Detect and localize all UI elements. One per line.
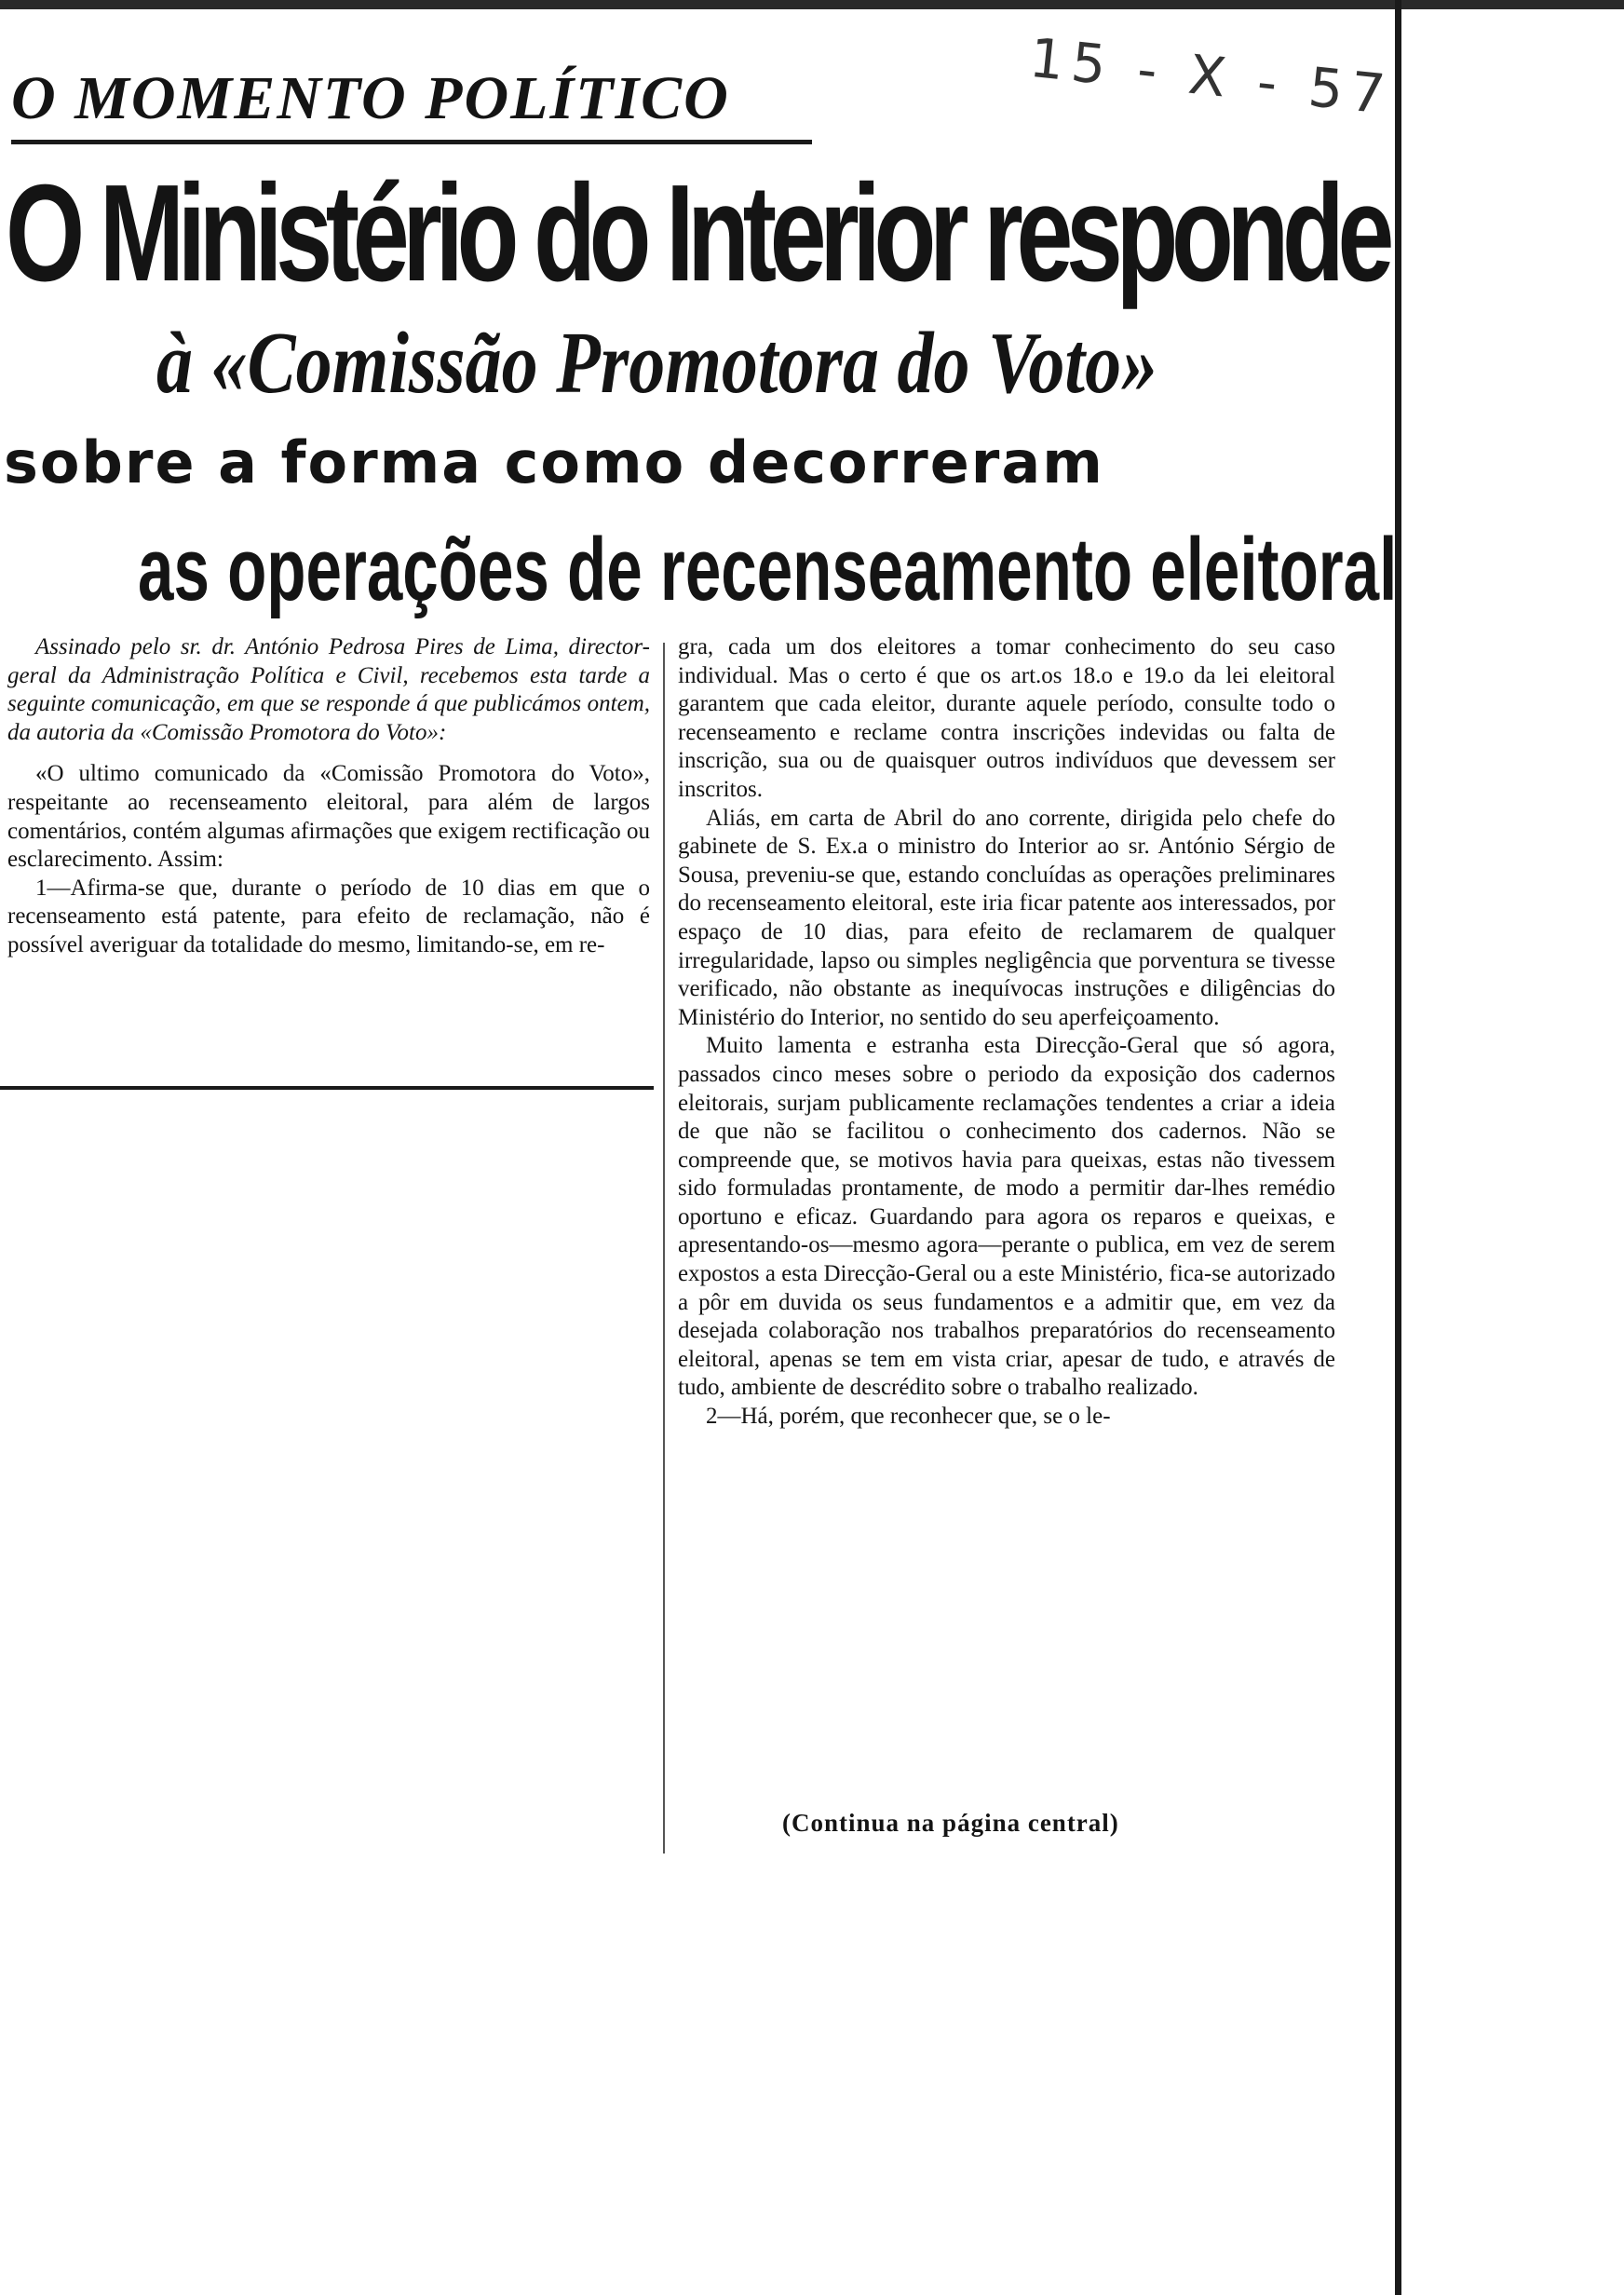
headline: O Ministério do Interior responde — [6, 156, 1387, 310]
body-paragraph: Muito lamenta e estranha esta Direcção-Geral que só agora, passados cinco meses sobre o periodo da exposição dos cadernos eleitorais, surjam publicamente reclamações tendentes a criar a ideia de que não se facilitou o conhecimento dos cadernos. Não se compreende que, se motivos havia para queixas, estas não tivessem sido formuladas prontamente, de modo a permitir dar-lhes remédio oportuno e eficaz. Guardando para agora os reparos e queixas, e apresentando-os—mesmo agora—perante o publica, em vez de serem expostos a esta Direcção-Geral ou a este Ministério, fica-se autorizado a pôr em duvida os seus fundamentos e a admitir que, em vez da desejada colaboração nos trabalhos preparatórios do recenseamento eleitoral, apenas se tem em vista criar, apesar de tudo, e através de tudo, ambiente de descrédito sobre o trabalho realizado. — [678, 1033, 1335, 1401]
left-column-end-rule — [0, 1086, 654, 1090]
scan-top-edge — [0, 0, 1624, 9]
scan-right-edge — [1395, 0, 1401, 2295]
continued-note: (Continua na página central) — [782, 1809, 1119, 1837]
left-column — [7, 633, 650, 960]
body-paragraph: 2—Há, porém, que reconhecer que, se o le- — [706, 1404, 1111, 1430]
section-kicker: O MOMENTO POLÍTICO — [11, 64, 730, 132]
body-paragraph: 1—Afirma-se que, durante o período de 10 dias em que o recenseamento está patente, para efeito de reclamação, não é possível averiguar da totalidade do mesmo, limitando-se, em re- — [7, 875, 650, 957]
intro-paragraph: Assinado pelo sr. dr. António Pedrosa Pires de Lima, director-geral da Administração Política e Civil, recebemos esta tarde a seguinte comunicação, em que se responde á que publicámos ontem, da autoria da «Comissão Promotora do Voto»: — [7, 634, 650, 745]
kicker-underline — [11, 140, 812, 144]
column-divider — [663, 643, 665, 1854]
body-paragraph: «O ultimo comunicado da «Comissão Promotora do Voto», respeitante ao recenseamento eleitoral, para além de largos comentários, contém algumas afirmações que exigem rectificação ou esclarecimento. Assim: — [7, 761, 650, 873]
body-paragraph: gra, cada um dos eleitores a tomar conhecimento do seu caso individual. Mas o certo é que os art.os 18.o e 19.o da lei eleitoral garantem que cada eleitor, durante aquele período, consulte todo o recenseamento e reclame contra inscrições indevidas ou falta de inscrição, sua ou de quaisquer outros indivíduos que devessem ser inscritos. — [678, 634, 1335, 802]
subheadline-manner: sobre a forma como decorreram — [4, 428, 1104, 496]
handwritten-date-note: 15 - X - 57 — [1026, 25, 1396, 128]
right-column — [678, 633, 1335, 1432]
subheadline-census: as operações de recenseamento eleitoral — [138, 520, 1398, 619]
subheadline-commission: à «Comissão Promotora do Voto» — [156, 315, 1158, 412]
body-paragraph: Aliás, em carta de Abril do ano corrente, dirigida pelo chefe do gabinete de S. Ex.a o ministro do Interior ao sr. António Sérgio de Sousa, preveniu-se que, estando concluídas as operações preliminares do recenseamento eleitoral, este iria ficar patente aos interessados, por espaço de 10 dias, para efeito de reclamarem de qualquer irregularidade, lapso ou simples negligência que porventura se tivesse verificado, não obstante as inequívocas instruções e diligências do Ministério do Interior, no sentido do seu aperfeiçoamento. — [678, 805, 1335, 1030]
